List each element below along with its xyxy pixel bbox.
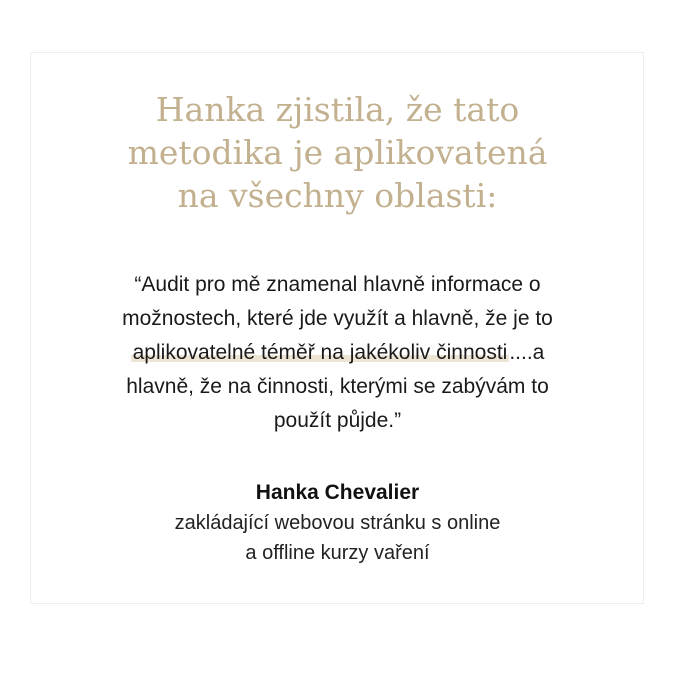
quote-line: hlavně, že na činnosti, kterými se zabývám to <box>126 375 549 398</box>
author-role-line: a offline kurzy vaření <box>245 542 430 564</box>
author-role <box>0 508 675 568</box>
author-name: Hanka Chevalier <box>255 481 420 504</box>
quote-line <box>0 336 675 370</box>
quote-line: “Audit pro mě znamenal hlavně informace o <box>134 273 541 296</box>
heading-line: na všechny oblasti: <box>177 176 498 215</box>
quote-line: použít půjde.” <box>273 409 402 432</box>
heading-line: Hanka zjistila, že tato <box>155 90 520 129</box>
quote-line: možnostech, které jde využít a hlavně, že je to <box>122 307 553 330</box>
testimonial-quote <box>0 268 675 438</box>
heading-line: metodika je aplikovatená <box>127 133 548 172</box>
testimonial-heading <box>0 88 675 217</box>
author-role-line: zakládající webovou stránku s online <box>174 512 501 534</box>
quote-highlight: aplikovatelné téměř na jakékoliv činnosti <box>132 341 508 364</box>
quote-line-rest: ....a <box>509 341 545 364</box>
